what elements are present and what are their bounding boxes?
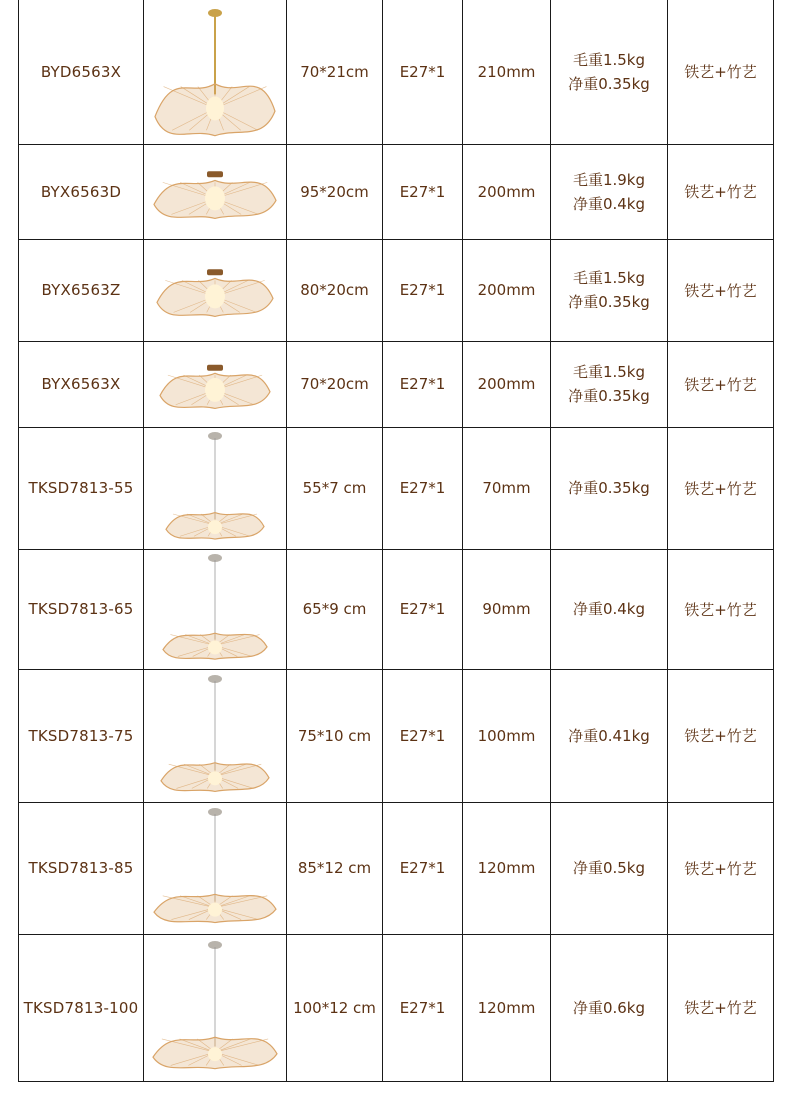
wire-pendant-lamp-icon: [160, 430, 270, 546]
bulb-cell: E27*1: [383, 549, 463, 669]
model-cell: TKSD7813-65: [19, 549, 144, 669]
weight-cell: 净重0.5kg: [551, 802, 668, 934]
wire-pendant-lamp-icon: [147, 939, 283, 1077]
ceiling-lamp-icon: [156, 347, 274, 421]
size-cell: 55*7 cm: [287, 427, 383, 549]
product-image-cell: [144, 239, 287, 341]
material-cell: 铁艺+竹艺: [668, 144, 774, 239]
bulb-cell: E27*1: [383, 341, 463, 427]
weight-cell: 毛重1.5kg 净重0.35kg: [551, 0, 668, 144]
height-cell: 200mm: [463, 341, 551, 427]
table-row: [19, 427, 774, 549]
bulb-cell: E27*1: [383, 802, 463, 934]
height-cell: 200mm: [463, 239, 551, 341]
product-image-cell: [144, 549, 287, 669]
model-cell: BYX6563D: [19, 144, 144, 239]
size-cell: 95*20cm: [287, 144, 383, 239]
height-cell: 100mm: [463, 669, 551, 802]
weight-cell: 毛重1.9kg 净重0.4kg: [551, 144, 668, 239]
weight-cell: 净重0.35kg: [551, 427, 668, 549]
material-cell: 铁艺+竹艺: [668, 341, 774, 427]
material-cell: 铁艺+竹艺: [668, 239, 774, 341]
height-cell: 120mm: [463, 802, 551, 934]
wire-pendant-lamp-icon: [155, 673, 275, 799]
weight-cell: 毛重1.5kg 净重0.35kg: [551, 341, 668, 427]
bulb-cell: E27*1: [383, 239, 463, 341]
table-row: [19, 669, 774, 802]
bulb-cell: E27*1: [383, 427, 463, 549]
model-cell: BYD6563X: [19, 0, 144, 144]
size-cell: 100*12 cm: [287, 934, 383, 1081]
pendant-lamp-icon: [150, 7, 280, 137]
size-cell: 70*21cm: [287, 0, 383, 144]
table-row: [19, 0, 774, 144]
model-cell: TKSD7813-55: [19, 427, 144, 549]
product-image-cell: [144, 934, 287, 1081]
size-cell: 65*9 cm: [287, 549, 383, 669]
height-cell: 200mm: [463, 144, 551, 239]
table-row: [19, 934, 774, 1081]
bulb-cell: E27*1: [383, 144, 463, 239]
size-cell: 70*20cm: [287, 341, 383, 427]
model-cell: TKSD7813-75: [19, 669, 144, 802]
product-image-cell: [144, 144, 287, 239]
material-cell: 铁艺+竹艺: [668, 0, 774, 144]
table-row: [19, 144, 774, 239]
weight-cell: 净重0.6kg: [551, 934, 668, 1081]
weight-cell: 净重0.4kg: [551, 549, 668, 669]
product-spec-table: [18, 0, 774, 1082]
product-image-cell: [144, 669, 287, 802]
model-cell: TKSD7813-85: [19, 802, 144, 934]
table-row: [19, 549, 774, 669]
product-image-cell: [144, 341, 287, 427]
height-cell: 210mm: [463, 0, 551, 144]
size-cell: 75*10 cm: [287, 669, 383, 802]
height-cell: 120mm: [463, 934, 551, 1081]
material-cell: 铁艺+竹艺: [668, 934, 774, 1081]
model-cell: BYX6563X: [19, 341, 144, 427]
bulb-cell: E27*1: [383, 934, 463, 1081]
wire-pendant-lamp-icon: [157, 552, 273, 666]
size-cell: 80*20cm: [287, 239, 383, 341]
bulb-cell: E27*1: [383, 0, 463, 144]
weight-cell: 毛重1.5kg 净重0.35kg: [551, 239, 668, 341]
material-cell: 铁艺+竹艺: [668, 549, 774, 669]
table-row: [19, 341, 774, 427]
product-image-cell: [144, 427, 287, 549]
material-cell: 铁艺+竹艺: [668, 802, 774, 934]
material-cell: 铁艺+竹艺: [668, 669, 774, 802]
material-cell: 铁艺+竹艺: [668, 427, 774, 549]
model-cell: TKSD7813-100: [19, 934, 144, 1081]
table-row: [19, 802, 774, 934]
size-cell: 85*12 cm: [287, 802, 383, 934]
ceiling-lamp-icon: [153, 250, 277, 330]
bulb-cell: E27*1: [383, 669, 463, 802]
table-row: [19, 239, 774, 341]
product-image-cell: [144, 802, 287, 934]
wire-pendant-lamp-icon: [148, 806, 282, 930]
height-cell: 90mm: [463, 549, 551, 669]
ceiling-lamp-icon: [150, 152, 280, 232]
height-cell: 70mm: [463, 427, 551, 549]
product-image-cell: [144, 0, 287, 144]
model-cell: BYX6563Z: [19, 239, 144, 341]
weight-cell: 净重0.41kg: [551, 669, 668, 802]
